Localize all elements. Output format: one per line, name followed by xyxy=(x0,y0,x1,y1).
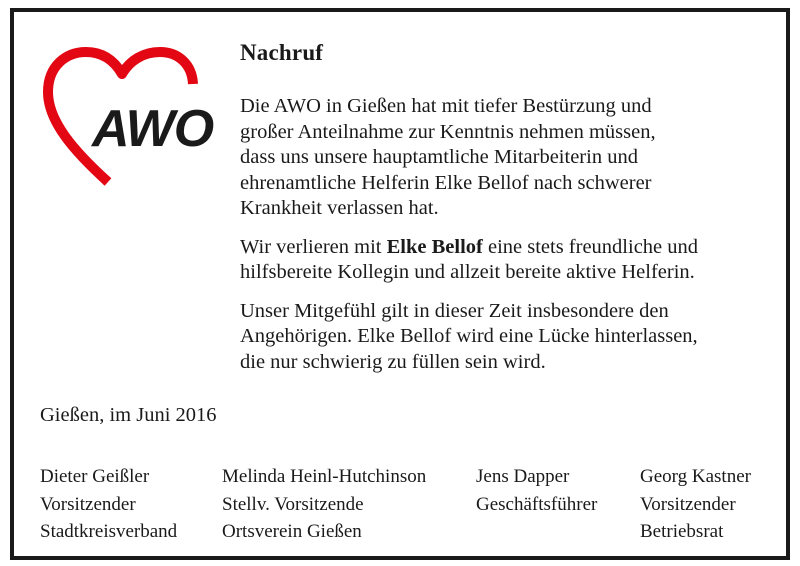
logo-text: AWO xyxy=(92,100,214,158)
paragraph-announcement xyxy=(240,94,780,222)
awo-heart-logo-icon xyxy=(40,44,220,194)
signatory-name: Georg Kastner xyxy=(640,466,751,487)
signatory-org: Stadtkreisverband xyxy=(40,521,178,542)
text-segment: eine stets freundliche und xyxy=(482,235,699,258)
signatory-role: Stellv. Vorsitzende xyxy=(222,493,364,515)
signatory-role: Geschäftsführer xyxy=(476,493,598,515)
signatory-org: Ortsverein Gießen xyxy=(222,521,362,542)
signatory-name: Dieter Geißler xyxy=(40,466,150,487)
signatory-name: Jens Dapper xyxy=(476,466,570,487)
page-title: Nachruf xyxy=(240,40,324,65)
text-line: die nur schwierig zu füllen sein wird. xyxy=(240,350,546,373)
obituary-frame xyxy=(10,8,790,560)
text-line: Krankheit verlassen hat. xyxy=(240,197,439,219)
signature-block xyxy=(222,463,426,546)
text-line: Unser Mitgefühl gilt in dieser Zeit insbesondere den xyxy=(240,299,669,322)
signatory-role: Vorsitzender xyxy=(640,493,736,515)
signatory-name: Melinda Heinl-Hutchinson xyxy=(222,466,427,487)
signature-block xyxy=(476,463,597,518)
text-line xyxy=(240,235,780,261)
text-line: Angehörigen. Elke Bellof wird eine Lücke hinterlassen, xyxy=(240,325,698,347)
deceased-name: Elke Bellof xyxy=(386,235,483,258)
place-date: Gießen, im Juni 2016 xyxy=(40,404,217,426)
obituary-body xyxy=(240,94,780,388)
paragraph-condolence xyxy=(240,299,780,376)
signature-block xyxy=(40,463,177,546)
text-line: dass uns unsere hauptamtliche Mitarbeiterin und xyxy=(240,146,638,168)
awo-logo xyxy=(40,44,220,194)
text-segment: Wir verlieren mit xyxy=(240,235,387,258)
signatory-role: Vorsitzender xyxy=(40,493,136,515)
paragraph-tribute xyxy=(240,235,780,286)
signatory-org: Betriebsrat xyxy=(640,521,724,542)
text-line: ehrenamtliche Helferin Elke Bellof nach schwerer xyxy=(240,171,652,194)
signature-block xyxy=(640,463,751,546)
text-line: großer Anteilnahme zur Kenntnis nehmen müssen, xyxy=(240,120,656,143)
text-line: hilfsbereite Kollegin und allzeit bereite aktive Helferin. xyxy=(240,261,695,283)
text-line: Die AWO in Gießen hat mit tiefer Bestürzung und xyxy=(240,95,652,117)
